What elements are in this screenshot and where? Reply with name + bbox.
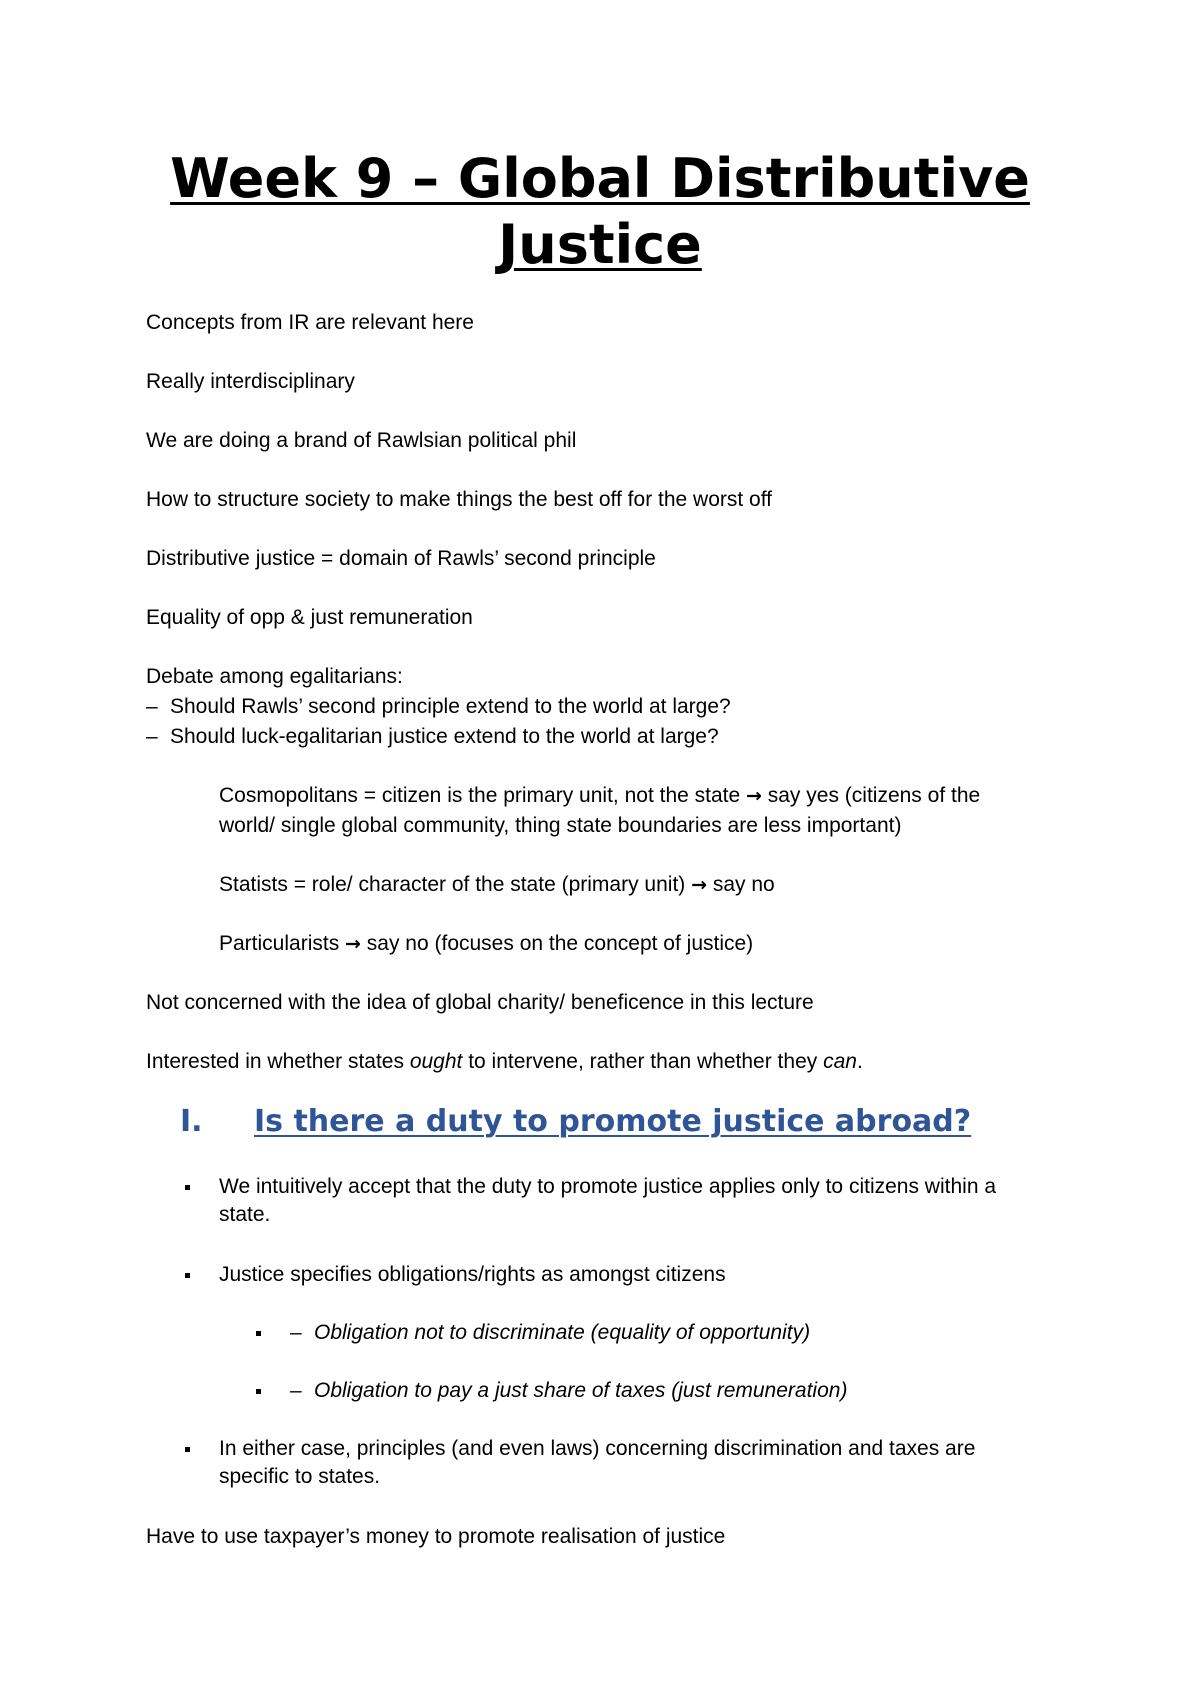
bullet-item-2-text: Justice specifies obligations/rights as amongst citizens <box>219 1263 726 1286</box>
square-bullet-icon <box>185 1447 190 1452</box>
statists-text-a: Statists = role/ character of the state (primary unit) <box>219 873 692 896</box>
interested-note <box>146 1048 863 1076</box>
arrow-right-icon: → <box>345 933 361 955</box>
cosmopolitans-text-a: Cosmopolitans = citizen is the primary unit, not the state <box>219 784 746 807</box>
closing-note: Have to use taxpayer’s money to promote realisation of justice <box>146 1525 726 1548</box>
sub-bullet-item-1 <box>290 1319 810 1347</box>
dash-marker: – <box>146 695 158 718</box>
intro-line-3: We are doing a brand of Rawlsian political phil <box>146 429 577 452</box>
statists-line <box>219 871 775 899</box>
bullet-item-1-text-a: We intuitively accept that the duty to promote justice applies only to citizens within a <box>219 1175 997 1198</box>
can-emphasis: can <box>823 1050 857 1073</box>
dash-marker: – <box>290 1379 302 1402</box>
square-bullet-icon <box>256 1389 261 1394</box>
cosmopolitans-text-b: say yes (citizens of the <box>761 784 981 807</box>
intro-line-1: Concepts from IR are relevant here <box>146 311 474 334</box>
intro-line-6: Equality of opp & just remuneration <box>146 606 473 629</box>
cosmopolitans-line-1 <box>219 782 980 810</box>
intro-line-5: Distributive justice = domain of Rawls’ second principle <box>146 547 656 570</box>
debate-question-1-text: Should Rawls’ second principle extend to the world at large? <box>170 695 731 718</box>
debate-question-2-text: Should luck-egalitarian justice extend to the world at large? <box>170 725 719 748</box>
particularists-text-b: say no (focuses on the concept of justice) <box>360 932 754 955</box>
square-bullet-icon <box>185 1185 190 1190</box>
sub-bullet-item-1-text: Obligation not to discriminate (equality of opportunity) <box>314 1321 811 1344</box>
bullet-item-1 <box>219 1173 996 1229</box>
interested-text-b: to intervene, rather than whether they <box>462 1050 824 1073</box>
charity-note: Not concerned with the idea of global charity/ beneficence in this lecture <box>146 991 814 1014</box>
statists-text-b: say no <box>707 873 775 896</box>
bullet-item-2 <box>219 1261 726 1289</box>
intro-line-4: How to structure society to make things the best off for the worst off <box>146 488 773 511</box>
bullet-item-1-text-b: state. <box>219 1203 271 1226</box>
dash-marker: – <box>146 725 158 748</box>
intro-line-2: Really interdisciplinary <box>146 370 355 393</box>
dash-marker: – <box>290 1321 302 1344</box>
debate-question-2 <box>146 723 719 751</box>
arrow-right-icon: → <box>746 785 762 807</box>
square-bullet-icon <box>185 1273 190 1278</box>
square-bullet-icon <box>256 1331 261 1336</box>
page-title-line-1: Week 9 – Global Distributive <box>170 147 1030 210</box>
particularists-text-a: Particularists <box>219 932 346 955</box>
ought-emphasis: ought <box>409 1050 463 1073</box>
bullet-item-3 <box>219 1435 975 1491</box>
interested-text-a: Interested in whether states <box>146 1050 410 1073</box>
arrow-right-icon: → <box>691 874 708 896</box>
bullet-item-3-text-a: In either case, principles (and even laws) concerning discrimination and taxes are <box>219 1437 976 1460</box>
intro-line-7: Debate among egalitarians: <box>146 665 403 688</box>
cosmopolitans-line-2: world/ single global community, thing state boundaries are less important) <box>219 814 902 837</box>
section-number: I. <box>180 1104 203 1139</box>
page-title-line-2: Justice <box>498 213 702 276</box>
sub-bullet-item-2 <box>290 1377 847 1405</box>
sub-bullet-item-2-text: Obligation to pay a just share of taxes (just remuneration) <box>314 1379 848 1402</box>
section-heading <box>180 1102 971 1142</box>
bullet-item-3-text-b: specific to states. <box>219 1465 381 1488</box>
particularists-line <box>219 930 753 958</box>
interested-text-c: . <box>856 1050 863 1073</box>
debate-question-1 <box>146 693 731 721</box>
section-heading-text: Is there a duty to promote justice abroad? <box>254 1104 972 1139</box>
